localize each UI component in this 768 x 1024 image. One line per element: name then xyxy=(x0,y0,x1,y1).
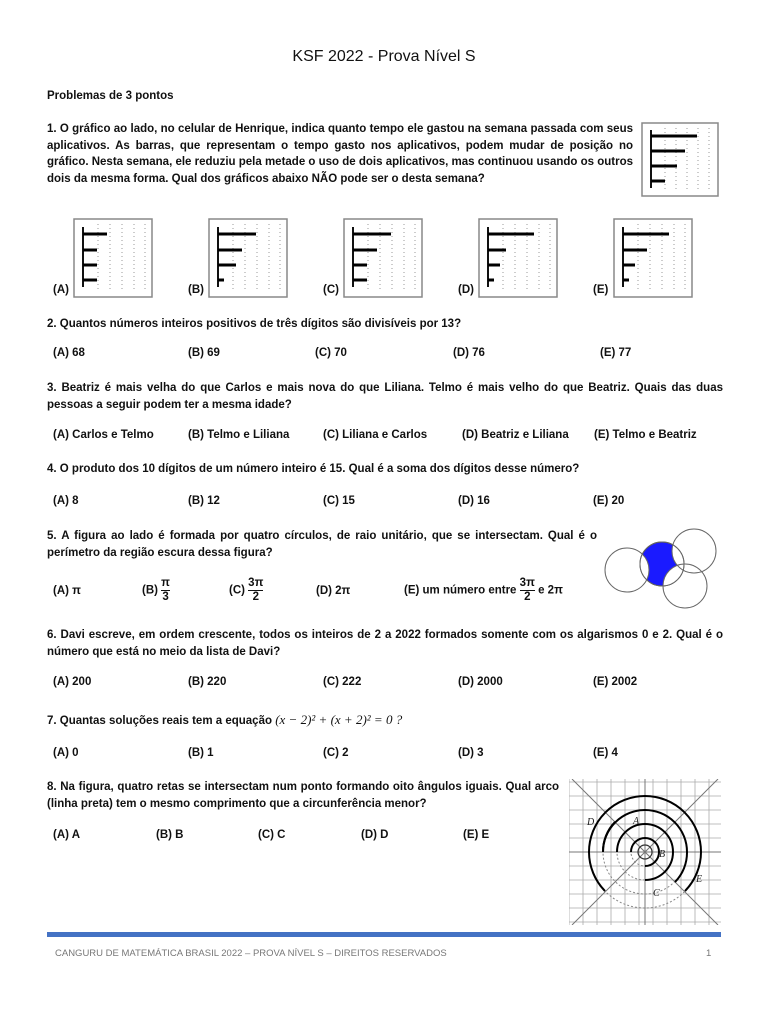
q7-option-d[interactable]: (D) 3 xyxy=(458,747,484,759)
q6-option-e[interactable]: (E) 2002 xyxy=(593,676,638,688)
q7-option-b[interactable]: (B) 1 xyxy=(188,747,214,759)
arc-label-e: E xyxy=(696,874,703,885)
question-4-text: 4. O produto dos 10 dígitos de um número inteiro é 15. Qual é a soma dos dígitos desse número? xyxy=(47,463,580,475)
question-7-prompt: 7. Quantas soluções reais tem a equação xyxy=(47,715,272,727)
q1-option-c[interactable]: (C) xyxy=(323,284,339,296)
fraction-denominator: 3 xyxy=(162,591,169,603)
q6-option-a[interactable]: (A) 200 xyxy=(53,676,92,688)
q5-option-e-fraction xyxy=(520,577,535,604)
question-5-text: 5. A figura ao lado é formada por quatro círculos, de raio unitário, que se intersectam. Qual é o perímetro da região escura dessa figura? xyxy=(47,530,597,559)
section-heading: Problemas de 3 pontos xyxy=(47,90,174,102)
q7-option-c[interactable]: (C) 2 xyxy=(323,747,349,759)
q2-option-a[interactable]: (A) 68 xyxy=(53,347,85,359)
q4-option-b[interactable]: (B) 12 xyxy=(188,495,220,507)
q1-option-b[interactable]: (B) xyxy=(188,284,204,296)
question-7-text xyxy=(47,712,567,730)
q1-chart-e[interactable] xyxy=(613,218,693,298)
q6-option-b[interactable]: (B) 220 xyxy=(188,676,227,688)
q5-option-b-label: (B) xyxy=(142,584,158,597)
q3-option-a[interactable]: (A) Carlos e Telmo xyxy=(53,429,154,441)
arc-label-b: B xyxy=(659,849,666,860)
q5-option-e-suffix: e 2π xyxy=(538,584,563,597)
question-8-text: 8. Na figura, quatro retas se intersectam num ponto formando oito ângulos iguais. Qual arco (linha preta) tem o mesmo comprimento que a circunferência menor? xyxy=(47,781,559,810)
q5-option-c[interactable] xyxy=(229,577,263,604)
q1-chart-d[interactable] xyxy=(478,218,558,298)
q7-option-e[interactable]: (E) 4 xyxy=(593,747,618,759)
q2-option-d[interactable]: (D) 76 xyxy=(453,347,485,359)
q4-option-c[interactable]: (C) 15 xyxy=(323,495,355,507)
q2-option-e[interactable]: (E) 77 xyxy=(600,347,632,359)
q2-option-c[interactable]: (C) 70 xyxy=(315,347,347,359)
q8-option-e[interactable]: (E) E xyxy=(463,829,490,841)
fraction-denominator: 2 xyxy=(524,591,531,603)
q8-arcs-figure xyxy=(569,779,721,925)
q5-option-a[interactable]: (A) π xyxy=(53,585,81,597)
footer-text: CANGURU DE MATEMÁTICA BRASIL 2022 – PROVA NÍVEL S – DIREITOS RESERVADOS xyxy=(55,948,447,959)
page-title: KSF 2022 - Prova Nível S xyxy=(292,48,476,65)
fraction-numerator: 3π xyxy=(248,577,264,589)
q1-chart-b[interactable] xyxy=(208,218,288,298)
question-1-text: 1. O gráfico ao lado, no celular de Henrique, indica quanto tempo ele gastou na semana passada com seus aplicativos. As barras, que representam o tempo gasto nos aplicativos, podem mudar de posição no gráfico. Nesta semana, ele reduziu pela metade o uso de dois aplicativos, mas continuou usando os outros dois da mesma forma. Qual dos gráficos abaixo NÃO pode ser o desta semana? xyxy=(47,123,634,185)
q5-circles-figure xyxy=(603,519,721,609)
q3-option-e[interactable]: (E) Telmo e Beatriz xyxy=(594,429,697,441)
q8-option-b[interactable]: (B) B xyxy=(156,829,184,841)
q1-option-e[interactable]: (E) xyxy=(593,284,609,296)
page-number: 1 xyxy=(706,948,712,959)
arc-label-c: C xyxy=(653,888,660,899)
q5-option-b[interactable] xyxy=(142,577,170,604)
q1-chart-a[interactable] xyxy=(73,218,153,298)
q5-option-e-prefix: (E) um número entre xyxy=(404,584,517,597)
q8-option-d[interactable]: (D) D xyxy=(361,829,389,841)
q7-option-a[interactable]: (A) 0 xyxy=(53,747,79,759)
q5-option-c-label: (C) xyxy=(229,584,245,597)
q3-option-d[interactable]: (D) Beatriz e Liliana xyxy=(462,429,569,441)
q5-option-e[interactable] xyxy=(404,577,563,604)
q8-option-a[interactable]: (A) A xyxy=(53,829,81,841)
q1-option-a[interactable]: (A) xyxy=(53,284,69,296)
q5-option-d[interactable]: (D) 2π xyxy=(316,585,351,597)
q4-option-a[interactable]: (A) 8 xyxy=(53,495,79,507)
q7-equation: (x − 2)² + (x + 2)² = 0 ? xyxy=(275,712,403,727)
question-3-text: 3. Beatriz é mais velha do que Carlos e mais nova do que Liliana. Telmo é mais velho do que Beatriz. Quais das duas pessoas a seguir podem ter a mesma idade? xyxy=(47,382,723,411)
q3-option-b[interactable]: (B) Telmo e Liliana xyxy=(188,429,290,441)
q3-option-c[interactable]: (C) Liliana e Carlos xyxy=(323,429,428,441)
q5-option-b-fraction xyxy=(161,577,170,604)
arc-label-a: A xyxy=(633,816,640,827)
question-2-text: 2. Quantos números inteiros positivos de três dígitos são divisíveis por 13? xyxy=(47,318,462,330)
fraction-denominator: 2 xyxy=(252,591,259,603)
q5-option-c-fraction xyxy=(248,577,263,604)
question-6-text: 6. Davi escreve, em ordem crescente, todos os inteiros de 2 a 2022 formados somente com os algarismos 0 e 2. Qual é o número que está no meio da lista de Davi? xyxy=(47,629,723,658)
q4-option-d[interactable]: (D) 16 xyxy=(458,495,490,507)
footer-divider xyxy=(47,932,721,937)
q1-reference-chart xyxy=(641,122,719,197)
q6-option-d[interactable]: (D) 2000 xyxy=(458,676,503,688)
q1-option-d[interactable]: (D) xyxy=(458,284,474,296)
q4-option-e[interactable]: (E) 20 xyxy=(593,495,625,507)
arc-label-d: D xyxy=(587,817,595,828)
q1-chart-c[interactable] xyxy=(343,218,423,298)
q6-option-c[interactable]: (C) 222 xyxy=(323,676,362,688)
q2-option-b[interactable]: (B) 69 xyxy=(188,347,220,359)
fraction-numerator: 3π xyxy=(519,577,535,589)
fraction-numerator: π xyxy=(161,577,170,589)
q8-option-c[interactable]: (C) C xyxy=(258,829,286,841)
